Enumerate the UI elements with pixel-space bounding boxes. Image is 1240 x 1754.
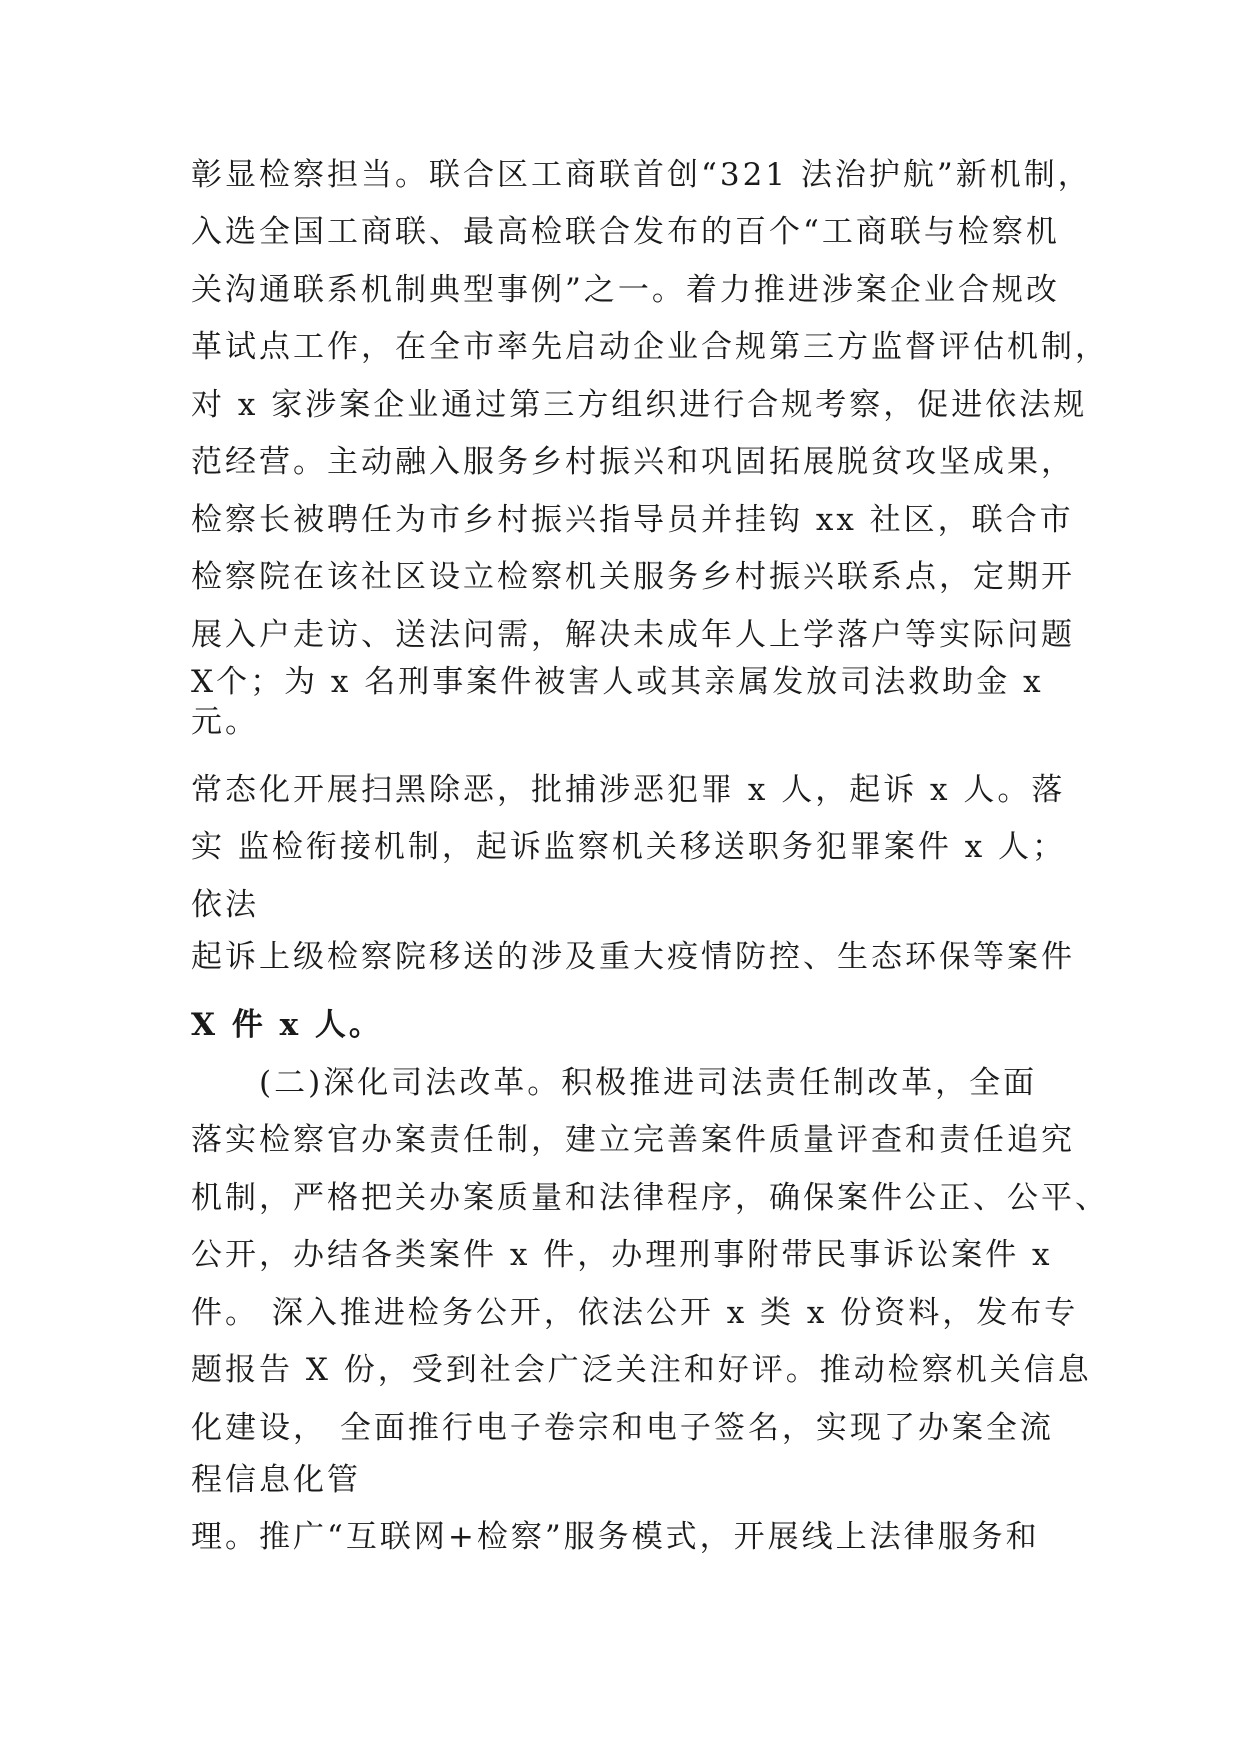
text-line-17: (二)深化司法改革。积极推进司法责任制改革，全面 <box>259 1065 1038 1101</box>
text-line-9: 展入户走访、送法问需，解决未成年人上学落户等实际问题 <box>191 617 1075 653</box>
text-line-24: 程信息化管 <box>191 1462 361 1498</box>
text-line-10: X个；为 x 名刑事案件被害人或其亲属发放司法救助金 x <box>191 664 1044 700</box>
text-line-8: 检察院在该社区设立检察机关服务乡村振兴联系点，定期开 <box>191 559 1075 595</box>
text-line-14: 依法 <box>191 887 259 923</box>
text-line-4: 革试点工作，在全市率先启动企业合规第三方监督评估机制， <box>191 329 1109 365</box>
text-line-7: 检察长被聘任为市乡村振兴指导员并挂钩 xx 社区，联合市 <box>191 502 1074 538</box>
text-line-21: 件。 深入推进检务公开，依法公开 x 类 x 份资料，发布专 <box>191 1295 1079 1331</box>
text-line-16: X 件 x 人。 <box>191 1007 383 1043</box>
text-line-6: 范经营。主动融入服务乡村振兴和巩固拓展脱贫攻坚成果， <box>191 444 1075 480</box>
text-line-20: 公开，办结各类案件 x 件，办理刑事附带民事诉讼案件 x <box>191 1237 1053 1273</box>
text-line-5: 对 x 家涉案企业通过第三方组织进行合规考察，促进依法规 <box>191 387 1088 423</box>
text-line-25: 理。推广“互联网+检察”服务模式，开展线上法律服务和 <box>191 1519 1040 1555</box>
text-line-11: 元。 <box>191 704 259 740</box>
text-line-3: 关沟通联系机制典型事例”之一。着力推进涉案企业合规改 <box>191 272 1060 308</box>
text-line-19: 机制，严格把关办案质量和法律程序，确保案件公正、公平、 <box>191 1180 1109 1216</box>
text-line-15: 起诉上级检察院移送的涉及重大疫情防控、生态环保等案件 <box>191 939 1075 975</box>
text-line-2: 入选全国工商联、最高检联合发布的百个“工商联与检察机 <box>191 214 1060 250</box>
text-line-13: 实 监检衔接机制，起诉监察机关移送职务犯罪案件 x 人； <box>191 829 1067 865</box>
text-line-23: 化建设， 全面推行电子卷宗和电子签名，实现了办案全流 <box>191 1410 1054 1446</box>
text-line-22: 题报告 X 份，受到社会广泛关注和好评。推动检察机关信息 <box>191 1352 1092 1388</box>
text-line-18: 落实检察官办案责任制，建立完善案件质量评查和责任追究 <box>191 1122 1075 1158</box>
text-line-1: 彰显检察担当。联合区工商联首创“321 法治护航”新机制， <box>191 157 1092 193</box>
text-line-12: 常态化开展扫黑除恶，批捕涉恶犯罪 x 人，起诉 x 人。落 <box>191 772 1066 808</box>
